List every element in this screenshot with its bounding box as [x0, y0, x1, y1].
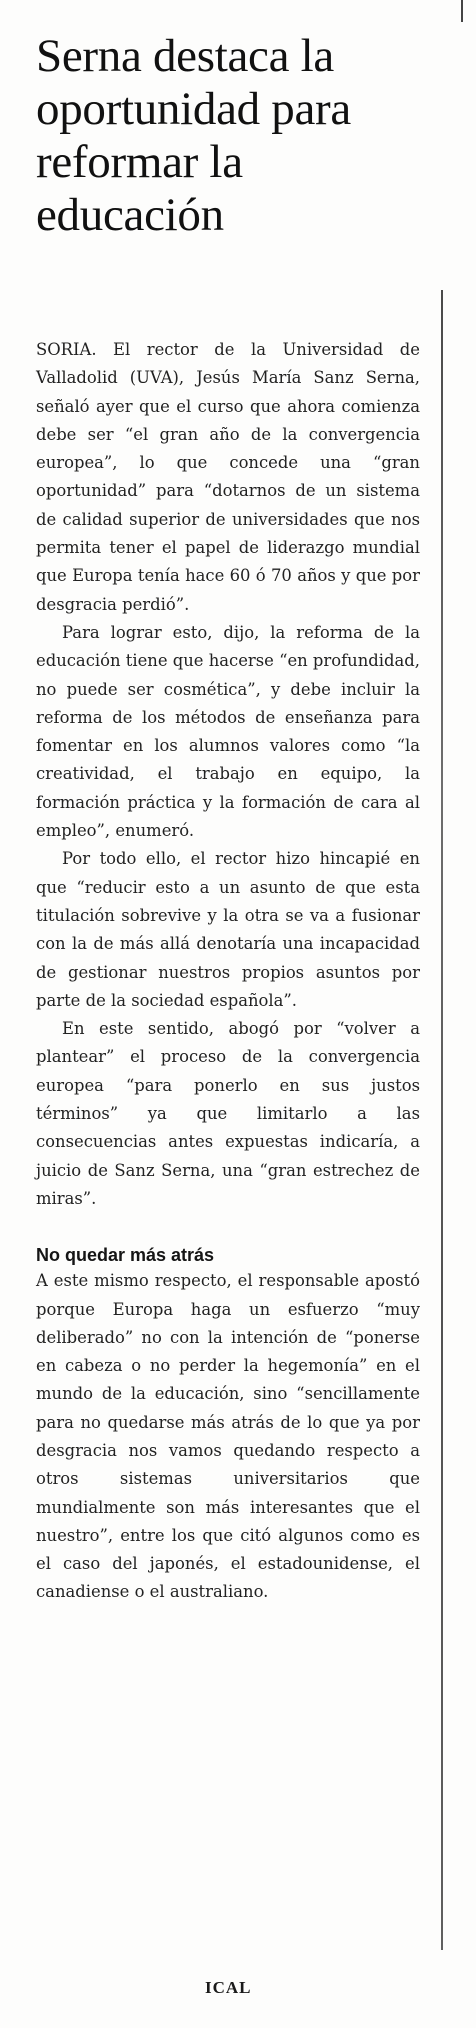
paragraph-2: Para lograr esto, dijo, la reforma de la educación tiene que hacerse “en profundidad, no puede ser cosmética”, y debe incluir la reforma de los métodos de enseñanza para fomentar en los alumnos valores como “la creatividad, el trabajo en equipo, la formación práctica y la formación de cara al empleo”, enumeró. [36, 622, 420, 841]
subheading: No quedar más atrás [36, 1245, 215, 1266]
article-body [36, 336, 420, 1607]
column-rule-top [461, 0, 463, 22]
paragraph-3: Por todo ello, el rector hizo hincapié en que “reducir esto a un asunto de que esta titulación sobrevive y la otra se va a fusionar con la de más allá denotaría una incapacidad de gestionar nuestros propios asuntos por parte de la sociedad española”. [36, 849, 420, 1010]
headline: Serna destaca la oportunidad para reformar la educación [36, 30, 351, 241]
column-rule [441, 290, 443, 1950]
paragraph-5: A este mismo respecto, el responsable apostó porque Europa haga un esfuerzo “muy deliberado” no con la intención de “ponerse en cabeza o no perder la hegemonía” en el mundo de la educación, sino “sencillamente para no quedarse más atrás de lo que ya por desgracia nos vamos quedando respecto a otros sistemas universitarios que mundialmente son más interesantes que el nuestro”, entre los que citó algunos como es el caso del japonés, el estadounidense, el canadiense o el australiano. [36, 1271, 420, 1602]
paragraph-1: SORIA. El rector de la Universidad de Valladolid (UVA), Jesús María Sanz Serna, señaló ayer que el curso que ahora comienza debe ser “el gran año de la convergencia europea”, lo que concede una “gran oportunidad” para “dotarnos de un sistema de calidad superior de universidades que nos permita tener el papel de liderazgo mundial que Europa tenía hace 60 ó 70 años y que por desgracia perdió”. [36, 340, 420, 614]
agency-credit: ICAL [205, 1978, 252, 1997]
paragraph-4: En este sentido, abogó por “volver a plantear” el proceso de la convergencia europea “para ponerlo en sus justos términos” ya que limitarlo a las consecuencias antes expuestas indicaría, a juicio de Sanz Serna, una “gran estrechez de miras”. [36, 1019, 420, 1208]
